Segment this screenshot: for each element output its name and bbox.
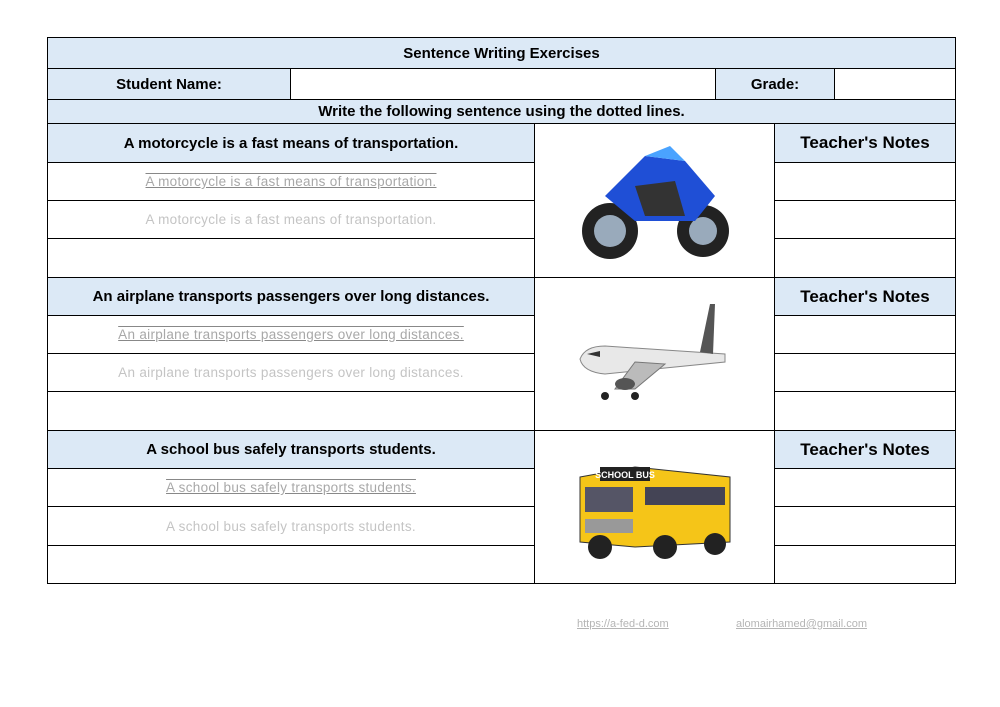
teachers-notes-heading: Teacher's Notes — [774, 277, 956, 316]
dotted-sentence: An airplane transports passengers over long distances. — [118, 365, 464, 380]
notes-field[interactable] — [774, 162, 956, 201]
sentence-heading: A school bus safely transports students. — [47, 430, 535, 469]
airplane-image — [534, 277, 775, 431]
teachers-notes-heading: Teacher's Notes — [774, 430, 956, 469]
tracing-line[interactable] — [47, 468, 535, 507]
notes-field[interactable] — [774, 353, 956, 392]
sentence-heading: A motorcycle is a fast means of transportation. — [47, 123, 535, 163]
instruction-text: Write the following sentence using the dotted lines. — [47, 99, 956, 124]
motorcycle-image — [534, 123, 775, 278]
tracing-line[interactable] — [47, 162, 535, 201]
grade-field[interactable] — [834, 68, 956, 100]
traced-sentence: An airplane transports passengers over long distances. — [118, 327, 464, 342]
writing-line[interactable] — [47, 391, 535, 431]
worksheet-title: Sentence Writing Exercises — [47, 37, 956, 69]
grade-label: Grade: — [715, 68, 835, 100]
notes-field[interactable] — [774, 238, 956, 278]
notes-field[interactable] — [774, 506, 956, 546]
notes-field[interactable] — [774, 391, 956, 431]
writing-line[interactable] — [47, 238, 535, 278]
notes-field[interactable] — [774, 468, 956, 507]
email-link[interactable]: alomairhamed@gmail.com — [736, 618, 867, 630]
student-name-field[interactable] — [290, 68, 716, 100]
dotted-line[interactable] — [47, 506, 535, 546]
notes-field[interactable] — [774, 200, 956, 239]
dotted-sentence: A motorcycle is a fast means of transportation. — [145, 212, 437, 227]
student-name-label: Student Name: — [47, 68, 291, 100]
tracing-line[interactable] — [47, 315, 535, 354]
notes-field[interactable] — [774, 315, 956, 354]
sentence-heading: An airplane transports passengers over long distances. — [47, 277, 535, 316]
traced-sentence: A school bus safely transports students. — [166, 480, 416, 495]
teachers-notes-heading: Teacher's Notes — [774, 123, 956, 163]
traced-sentence: A motorcycle is a fast means of transportation. — [145, 174, 437, 189]
website-link[interactable]: https://a-fed-d.com — [577, 618, 669, 630]
bus-sign: SCHOOL BUS — [594, 470, 655, 480]
dotted-sentence: A school bus safely transports students. — [166, 518, 416, 534]
dotted-line[interactable] — [47, 353, 535, 392]
notes-field[interactable] — [774, 545, 956, 584]
school-bus-image — [534, 430, 775, 584]
writing-line[interactable] — [47, 545, 535, 584]
dotted-line[interactable] — [47, 200, 535, 239]
